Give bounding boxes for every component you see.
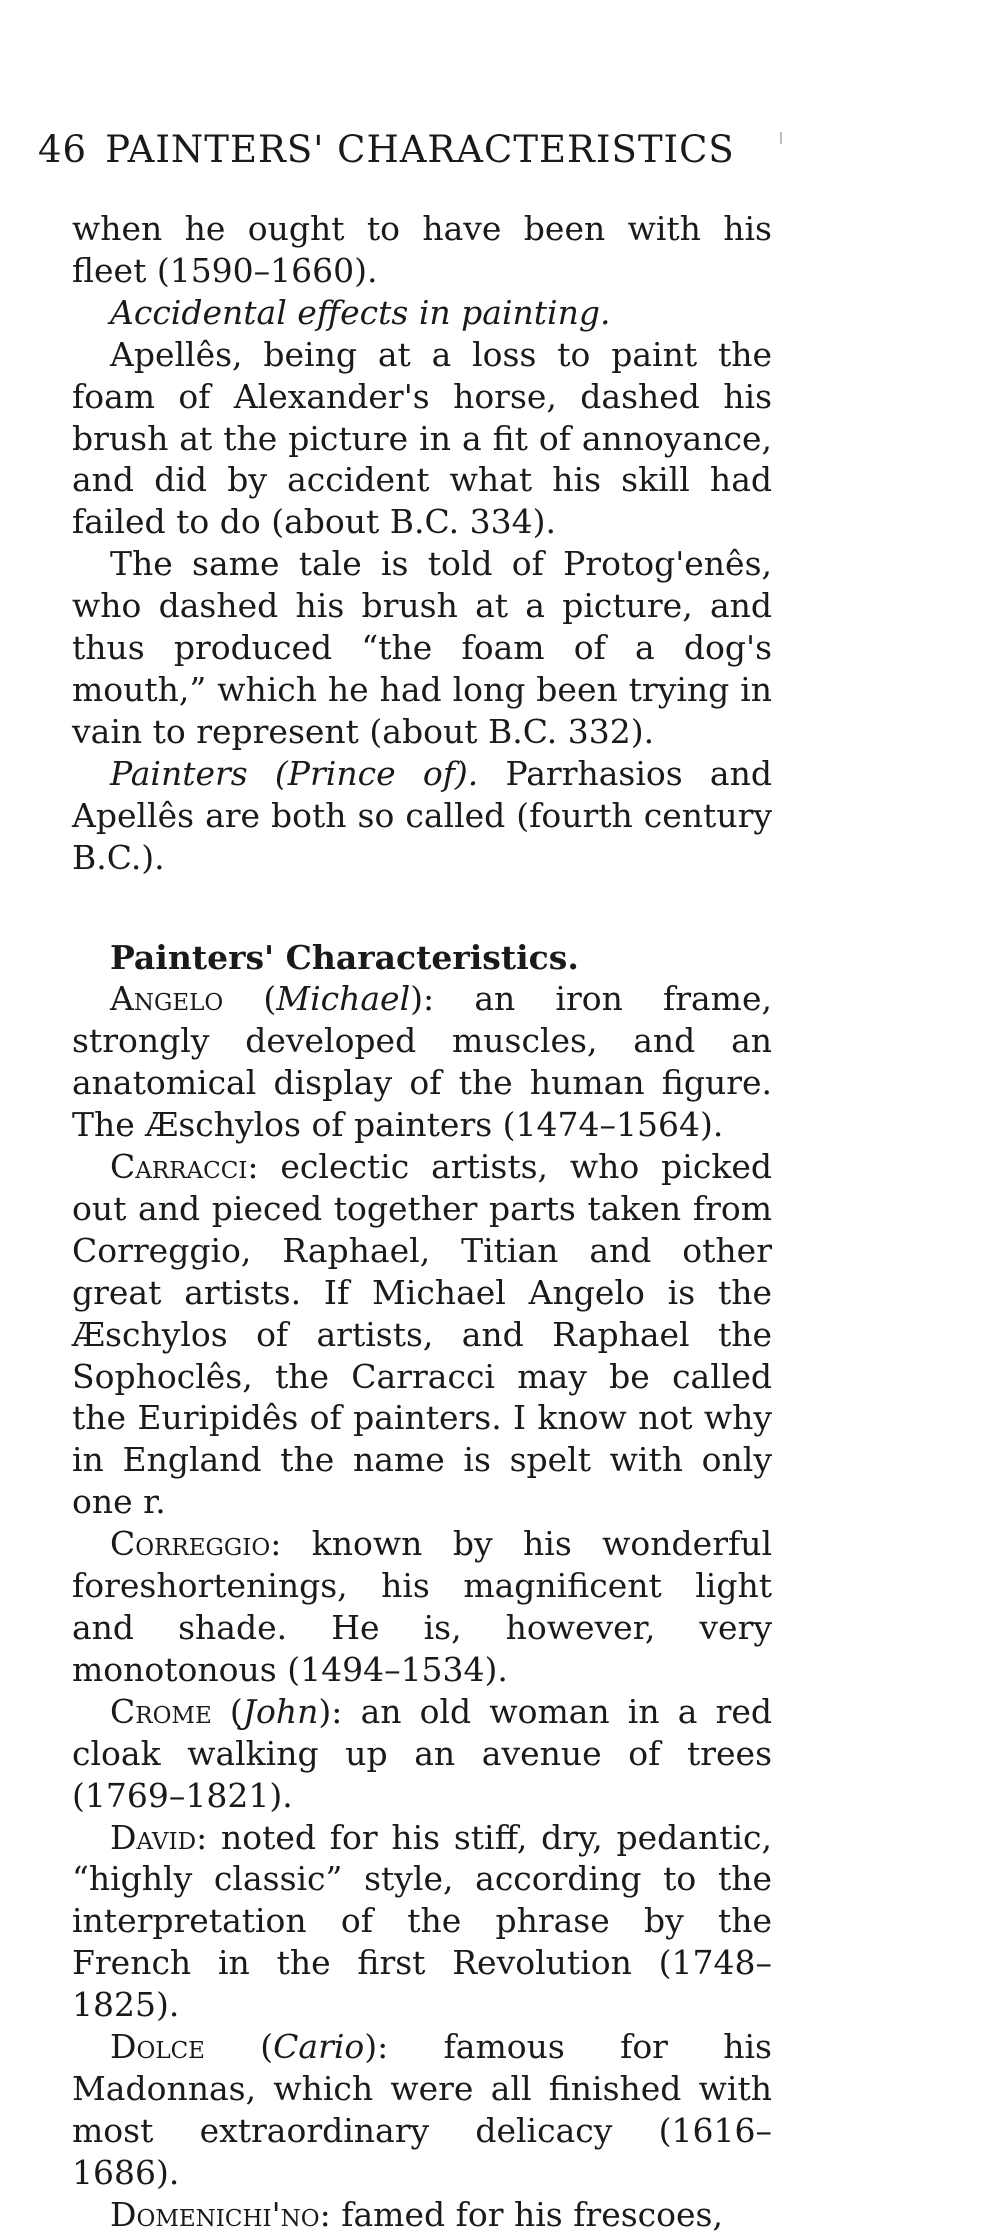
subheading-accidental-effects: Accidental effects in painting.: [110, 292, 611, 332]
paragraph-painters-prince: [72, 753, 772, 879]
entry-david: David: noted for his stiff, dry, pedantic, “highly classic” style, according to the interpretation of the phrase by the French in the first Revolution (1748–1825).: [72, 1817, 772, 2025]
entry-carracci: Carracci: eclectic artists, who picked out and pieced together parts taken from Correggio, Raphael, Titian and other great artists. If Michael Angelo is the Æschylos of artists, and Raphael the Sophoclês, the Carracci may be called the Euripidês of painters. I know not why in England the name is spelt with only one r.: [72, 1147, 772, 1522]
entry-crome: Crome (John): an old woman in a red cloak walking up an avenue of trees (1769–1821).: [72, 1691, 773, 1815]
page-number: 46: [38, 128, 88, 171]
entry-correggio: Correggio: known by his wonderful foreshortenings, his magnificent light and shade. He is, however, very monotonous (1494–1534).: [72, 1524, 772, 1689]
margin-speck: [780, 132, 782, 144]
painters-prince-title: Painters (Prince of).: [110, 753, 479, 793]
running-title: PAINTERS' CHARACTERISTICS: [105, 128, 735, 171]
paragraph-protogenes: The same tale is told of Protog'enês, who dashed his brush at a picture, and thus produced “the foam of a dog's mouth,” which he had long been trying in vain to represent (about B.C. 332).: [72, 544, 772, 751]
entry-dolce: Dolce (Cario): famous for his Madonnas, which were all finished with most extraordinary delicacy (1616–1686).: [72, 2027, 772, 2192]
paragraph-apelles: Apellês, being at a loss to paint the foam of Alexander's horse, dashed his brush at the picture in a fit of annoyance, and did by accident what his skill had failed to do (about B.C. 334).: [72, 334, 772, 542]
body-text: [72, 208, 772, 2236]
paragraph-continuation: when he ought to have been with his fleet (1590–1660).: [72, 209, 772, 290]
painters-prince-text: Parrhasios and Apellês are both so called (fourth century B.C.).: [72, 753, 772, 877]
section-heading: Painters' Characteristics.: [110, 937, 579, 977]
running-head: [38, 128, 758, 171]
entry-domenichino: Domenichi'no: famed for his frescoes,: [110, 2194, 723, 2234]
entry-angelo: Angelo (Michael): an iron frame, strongly developed muscles, and an anatomical display of the human figure. The Æschylos of painters (1474–1564).: [72, 979, 772, 1145]
